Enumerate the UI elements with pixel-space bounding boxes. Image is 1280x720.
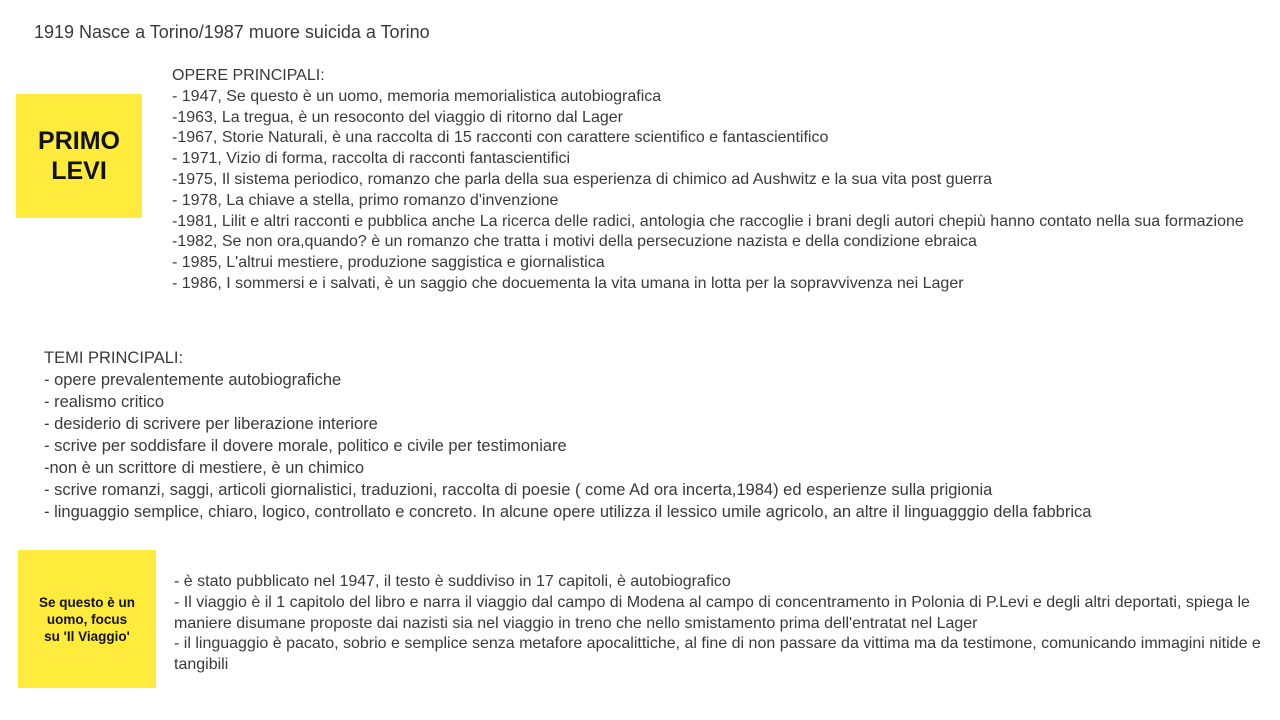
focus-badge-line: Se questo è un	[38, 594, 136, 610]
focus-badge	[18, 550, 156, 688]
temi-item: - desiderio di scrivere per liberazione interiore	[44, 415, 378, 433]
opere-item: -1982, Se non ora,quando? è un romanzo che tratta i motivi della persecuzione nazista e della condizione ebraica	[172, 233, 977, 251]
temi-item: -non è un scrittore di mestiere, è un chimico	[44, 459, 365, 477]
opere-title: OPERE PRINCIPALI:	[172, 67, 325, 84]
opere-item: -1963, La tregua, è un resoconto del viaggio di ritorno dal Lager	[172, 108, 623, 126]
author-name-badge	[16, 94, 142, 218]
temi-item: - scrive romanzi, saggi, articoli giornalistici, traduzioni, raccolta di poesie ( come Ad ora incerta,1984) ed esperienze sulla prigionia	[44, 481, 993, 499]
temi-title: TEMI PRINCIPALI:	[44, 349, 184, 367]
opere-item: -1981, Lilit e altri racconti e pubblica anche La ricerca delle radici, antologia che raccoglie i brani degli autori chepiù hanno contato nella sua formazione	[172, 212, 1244, 230]
focus-badge-line: uomo, focus	[46, 611, 128, 627]
opere-item: - 1947, Se questo è un uomo, memoria memorialistica autobiografica	[172, 87, 662, 105]
focus-item: - Il viaggio è il 1 capitolo del libro e narra il viaggio dal campo di Modena al campo di concentramento in Polonia di P.Levi e degli altri deportati, spiega le maniere disumane proposte dai nazisti sia nel viaggio in treno che nello smistamento prima dell'entratat nel Lager	[174, 593, 1250, 632]
opere-item: -1967, Storie Naturali, è una raccolta di 15 racconti con carattere scientifico e fantascientifico	[172, 129, 829, 147]
temi-principali-section	[44, 347, 1274, 523]
opere-principali-section	[172, 66, 1278, 295]
opere-item: - 1985, L'altrui mestiere, produzione saggistica e giornalistica	[172, 254, 605, 272]
opere-item: -1975, Il sistema periodico, romanzo che parla della sua esperienza di chimico ad Aushwitz e la sua vita post guerra	[172, 170, 992, 188]
author-first-name: PRIMO	[38, 127, 120, 155]
focus-badge-line: su 'Il Viaggio'	[44, 628, 130, 644]
temi-item: - realismo critico	[44, 393, 165, 411]
temi-item: - linguaggio semplice, chiaro, logico, controllato e concreto. In alcune opere utilizza il lessico umile agricolo, an altre il linguagggio della fabbrica	[44, 503, 1092, 521]
author-last-name: LEVI	[51, 157, 107, 185]
temi-item: - scrive per soddisfare il dovere morale, politico e civile per testimoniare	[44, 437, 567, 455]
opere-item: - 1978, La chiave a stella, primo romanzo d'invenzione	[172, 191, 559, 209]
temi-item: - opere prevalentemente autobiografiche	[44, 371, 342, 389]
life-dates-line: 1919 Nasce a Torino/1987 muore suicida a Torino	[34, 22, 430, 42]
opere-item: - 1986, I sommersi e i salvati, è un saggio che docuementa la vita umana in lotta per la sopravvivenza nei Lager	[172, 274, 964, 292]
opere-item: - 1971, Vizio di forma, raccolta di racconti fantascientifici	[172, 150, 571, 168]
focus-item: - è stato pubblicato nel 1947, il testo è suddiviso in 17 capitoli, è autobiografico	[174, 573, 731, 590]
focus-section	[174, 572, 1274, 676]
focus-item: - il linguaggio è pacato, sobrio e semplice senza metafore apocalittiche, al fine di non passare da vittima ma da testimone, comunicando immagini nitide e tangibili	[174, 635, 1261, 674]
